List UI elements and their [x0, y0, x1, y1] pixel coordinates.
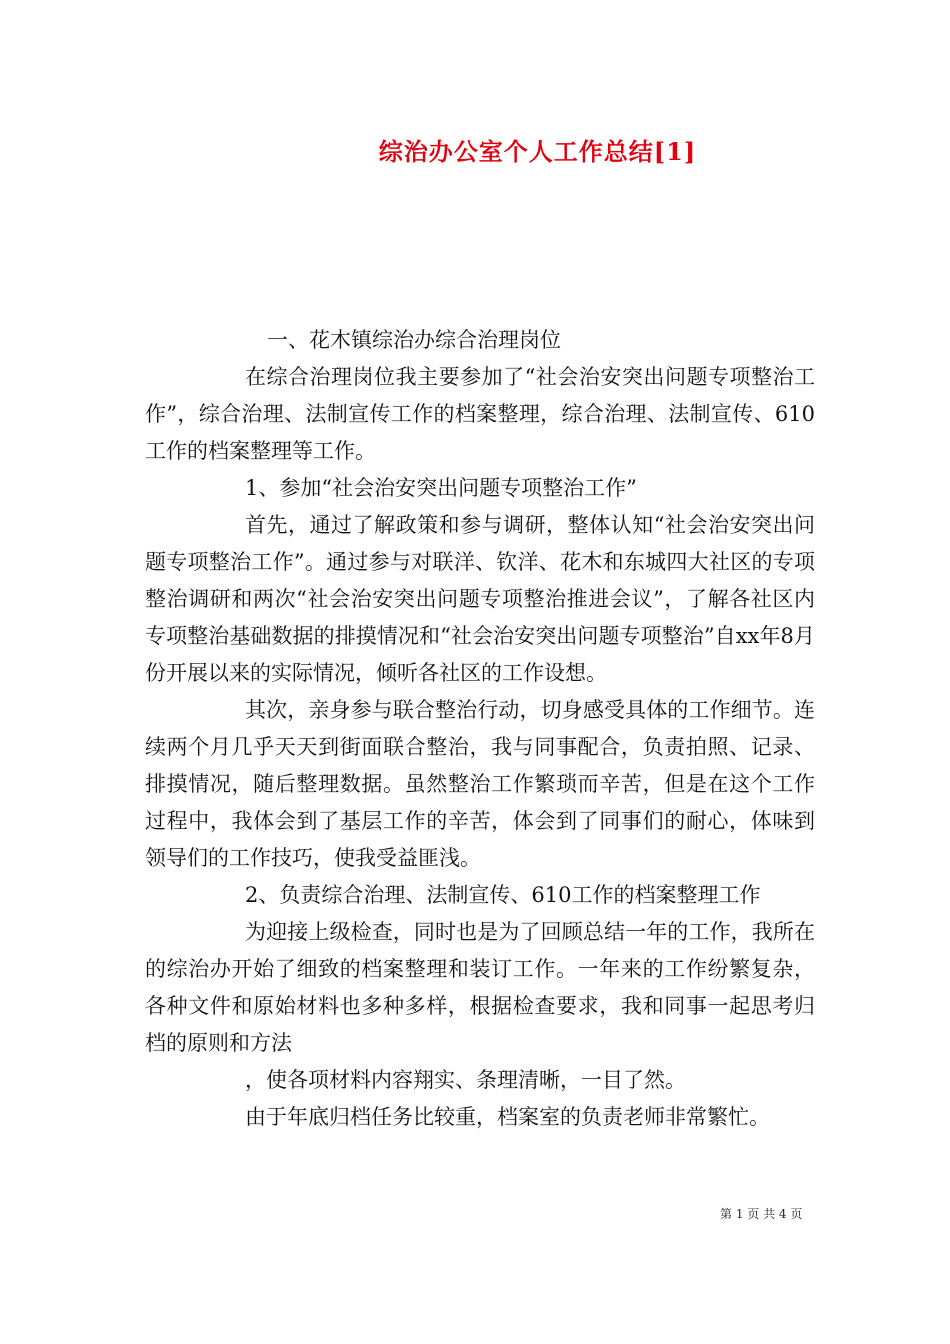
- paragraph: 为迎接上级检查，同时也是为了回顾总结一年的工作，我所在的综治办开始了细致的档案整理和装订工作。一年来的工作纷繁复杂，各种文件和原始材料也多种多样，根据检查要求，我和同事一起思考归档的原则和方法: [145, 920, 815, 1055]
- section-heading: 一、花木镇综治办综合治理岗位: [267, 328, 561, 352]
- document-body: [145, 322, 815, 1136]
- paragraph: ，使各项材料内容翔实、条理清晰，一目了然。: [245, 1068, 686, 1092]
- paragraph: 其次，亲身参与联合整治行动，切身感受具体的工作细节。连续两个月几乎天天到街面联合整治，我与同事配合，负责拍照、记录、排摸情况，随后整理数据。虽然整治工作繁琐而辛苦，但是在这个工作过程中，我体会到了基层工作的辛苦，体会到了同事们的耐心，体味到领导们的工作技巧，使我受益匪浅。: [145, 698, 815, 870]
- subsection-heading: 2、负责综合治理、法制宣传、610工作的档案整理工作: [245, 883, 761, 907]
- subsection-heading: 1、参加“社会治安突出问题专项整治工作”: [245, 476, 637, 500]
- paragraph: 由于年底归档任务比较重，档案室的负责老师非常繁忙。: [245, 1105, 770, 1129]
- paragraph: 在综合治理岗位我主要参加了“社会治安突出问题专项整治工作”，综合治理、法制宣传工作的档案整理，综合治理、法制宣传、610工作的档案整理等工作。: [145, 365, 815, 463]
- document-title: 综治办公室个人工作总结[1]: [378, 137, 697, 166]
- page-number-footer: 第 1 页 共 4 页: [720, 1207, 803, 1221]
- paragraph: 首先，通过了解政策和参与调研，整体认知“社会治安突出问题专项整治工作”。通过参与对联洋、钦洋、花木和东城四大社区的专项整治调研和两次“社会治安突出问题专项整治推进会议”，了解各社区内专项整治基础数据的排摸情况和“社会治安突出问题专项整治”自xx年8月份开展以来的实际情况，倾听各社区的工作设想。: [145, 513, 815, 685]
